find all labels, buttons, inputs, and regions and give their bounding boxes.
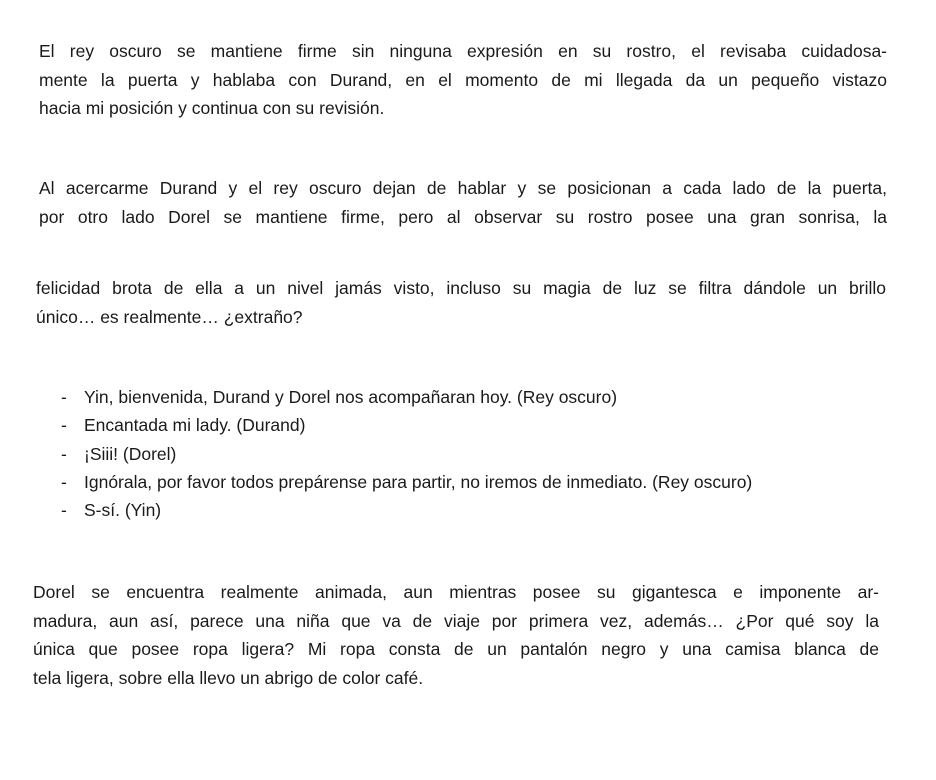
text-line: tela ligera, sobre ella llevo un abrigo de color café. — [33, 667, 424, 688]
text-line: Al acercarme Durand y el rey oscuro dejan de hablar y se posicionan a cada lado de la puerta, — [39, 178, 887, 198]
text-line: mente la puerta y hablaba con Durand, en el momento de mi llegada da un pequeño vistazo — [39, 69, 887, 90]
text-line: Dorel se encuentra realmente animada, aun mientras posee su gigantesca e imponente ar- — [33, 582, 879, 602]
dialogue-text: ¡Siii! (Dorel) — [84, 443, 177, 464]
paragraph-1 — [39, 37, 887, 123]
bullet-dash: - — [61, 443, 67, 464]
text-line: único… es realmente… ¿extraño? — [36, 306, 303, 327]
dialogue-text: Yin, bienvenida, Durand y Dorel nos acompañaran hoy. (Rey oscuro) — [84, 387, 618, 407]
bullet-dash: - — [61, 500, 67, 521]
paragraph-4 — [33, 578, 879, 692]
text-line: por otro lado Dorel se mantiene firme, pero al observar su rostro posee una gran sonrisa, la — [39, 206, 887, 227]
bullet-dash: - — [61, 471, 67, 492]
text-line: madura, aun así, parece una niña que va de viaje por primera vez, además… ¿Por qué soy la — [33, 610, 879, 631]
text-line: felicidad brota de ella a un nivel jamás visto, incluso su magia de luz se filtra dándole un brillo — [36, 278, 886, 298]
bullet-dash: - — [61, 387, 67, 407]
text-line: El rey oscuro se mantiene firme sin ninguna expresión en su rostro, el revisaba cuidadosa- — [39, 41, 887, 61]
dialogue-text: Encantada mi lady. (Durand) — [84, 415, 306, 436]
bullet-dash: - — [61, 415, 67, 436]
text-line: única que posee ropa ligera? Mi ropa consta de un pantalón negro y una camisa blanca de — [33, 639, 879, 659]
text-line: hacia mi posición y continua con su revisión. — [39, 98, 385, 118]
dialogue-text: S-sí. (Yin) — [84, 500, 162, 521]
paragraph-2 — [39, 174, 887, 231]
paragraph-3 — [36, 274, 886, 331]
dialogue-text: Ignórala, por favor todos prepárense para partir, no iremos de inmediato. (Rey oscuro) — [84, 471, 753, 492]
